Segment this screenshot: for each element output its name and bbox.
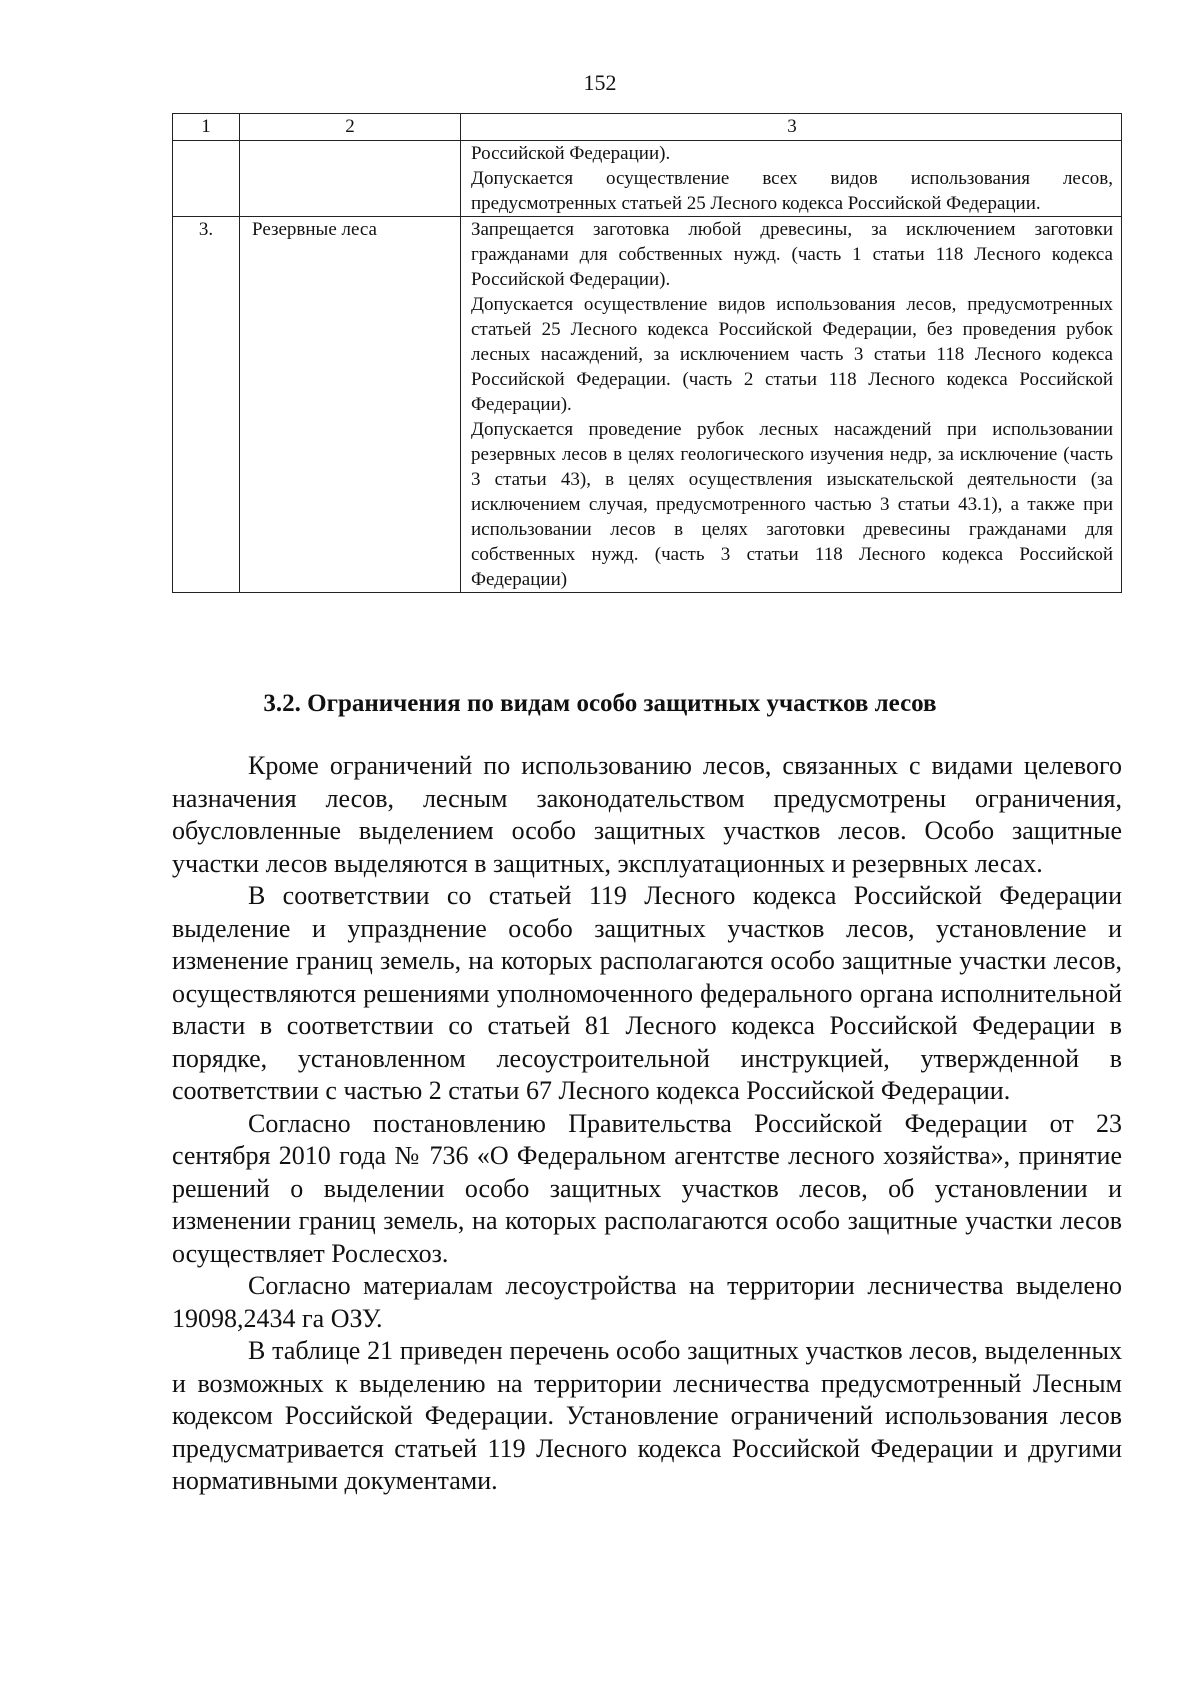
header-cell-2: 2: [240, 114, 461, 141]
body-paragraph: Согласно материалам лесоустройства на территории лесничества выделено 19098,2434 га ОЗУ.: [172, 1271, 1122, 1333]
row-number: 3.: [173, 217, 240, 593]
body-paragraph: В соответствии со статьей 119 Лесного кодекса Российской Федерации выделение и упразднение особо защитных участков лесов, установление и изменение границ земель, на которых располагаются особо защитные участки лесов, осуществляются решениями уполномоченного федерального органа исполнительной власти в соответствии со статьей 81 Лесного кодекса Российской Федерации в порядке, установленном лесоустроительной инструкцией, утвержденной в соответствии с частью 2 статьи 67 Лесного кодекса Российской Федерации.: [172, 881, 1122, 1105]
table-row: [173, 141, 1122, 217]
table-row: [173, 217, 1122, 593]
description-paragraph: Запрещается заготовка любой древесины, за исключением заготовки гражданами для собственных нужд. (часть 1 статьи 118 Лесного кодекса Российской Федерации).: [471, 219, 1113, 290]
row-number: [173, 141, 240, 217]
description-paragraph: Допускается проведение рубок лесных насаждений при использовании резервных лесов в целях геологического изучения недр, за исключение (часть 3 статьи 43), в целях осуществления изыскательской деятельности (за исключением случая, предусмотренного частью 3 статьи 43.1), а также при использовании лесов в целях заготовки древесины гражданами для собственных нужд. (часть 3 статьи 118 Лесного кодекса Российской Федерации): [471, 419, 1113, 590]
restrictions-table: [172, 113, 1122, 593]
header-cell-1: 1: [173, 114, 240, 141]
header-cell-3: 3: [461, 114, 1122, 141]
row-description: [461, 141, 1122, 217]
row-description: [461, 217, 1122, 593]
body-paragraph: Кроме ограничений по использованию лесов, связанных с видами целевого назначения лесов, лесным законодательством предусмотрены ограничения, обусловленные выделением особо защитных участков лесов. Особо защитные участки лесов выделяются в защитных, эксплуатационных и резервных лесах.: [172, 751, 1122, 878]
description-paragraph: Допускается осуществление всех видов использования лесов, предусмотренных статьей 25 Лесного кодекса Российской Федерации.: [471, 168, 1113, 214]
section-title: 3.2. Ограничения по видам особо защитных участков лесов: [263, 690, 937, 717]
table-header-row: [173, 114, 1122, 141]
body-paragraph: Согласно постановлению Правительства Российской Федерации от 23 сентября 2010 года № 736 «О Федеральном агентстве лесного хозяйства», принятие решений о выделении особо защитных участков лесов, об установлении и изменении границ земель, на которых располагаются особо защитные участки лесов осуществляет Рослесхоз.: [172, 1108, 1122, 1268]
body-text: [172, 750, 1122, 1498]
description-paragraph: Российской Федерации).: [471, 143, 671, 164]
row-category: Резервные леса: [240, 217, 461, 593]
body-paragraph: В таблице 21 приведен перечень особо защитных участков лесов, выделенных и возможных к выделению на территории лесничества предусмотренный Лесным кодексом Российской Федерации. Установление ограничений использования лесов предусматривается статьей 119 Лесного кодекса Российской Федерации и другими нормативными документами.: [172, 1336, 1122, 1495]
page-number: 152: [583, 70, 617, 95]
row-category: [240, 141, 461, 217]
description-paragraph: Допускается осуществление видов использования лесов, предусмотренных статьей 25 Лесного кодекса Российской Федерации, без проведения рубок лесных насаждений, за исключением часть 3 статьи 118 Лесного кодекса Российской Федерации. (часть 2 статьи 118 Лесного кодекса Российской Федерации).: [471, 294, 1113, 415]
